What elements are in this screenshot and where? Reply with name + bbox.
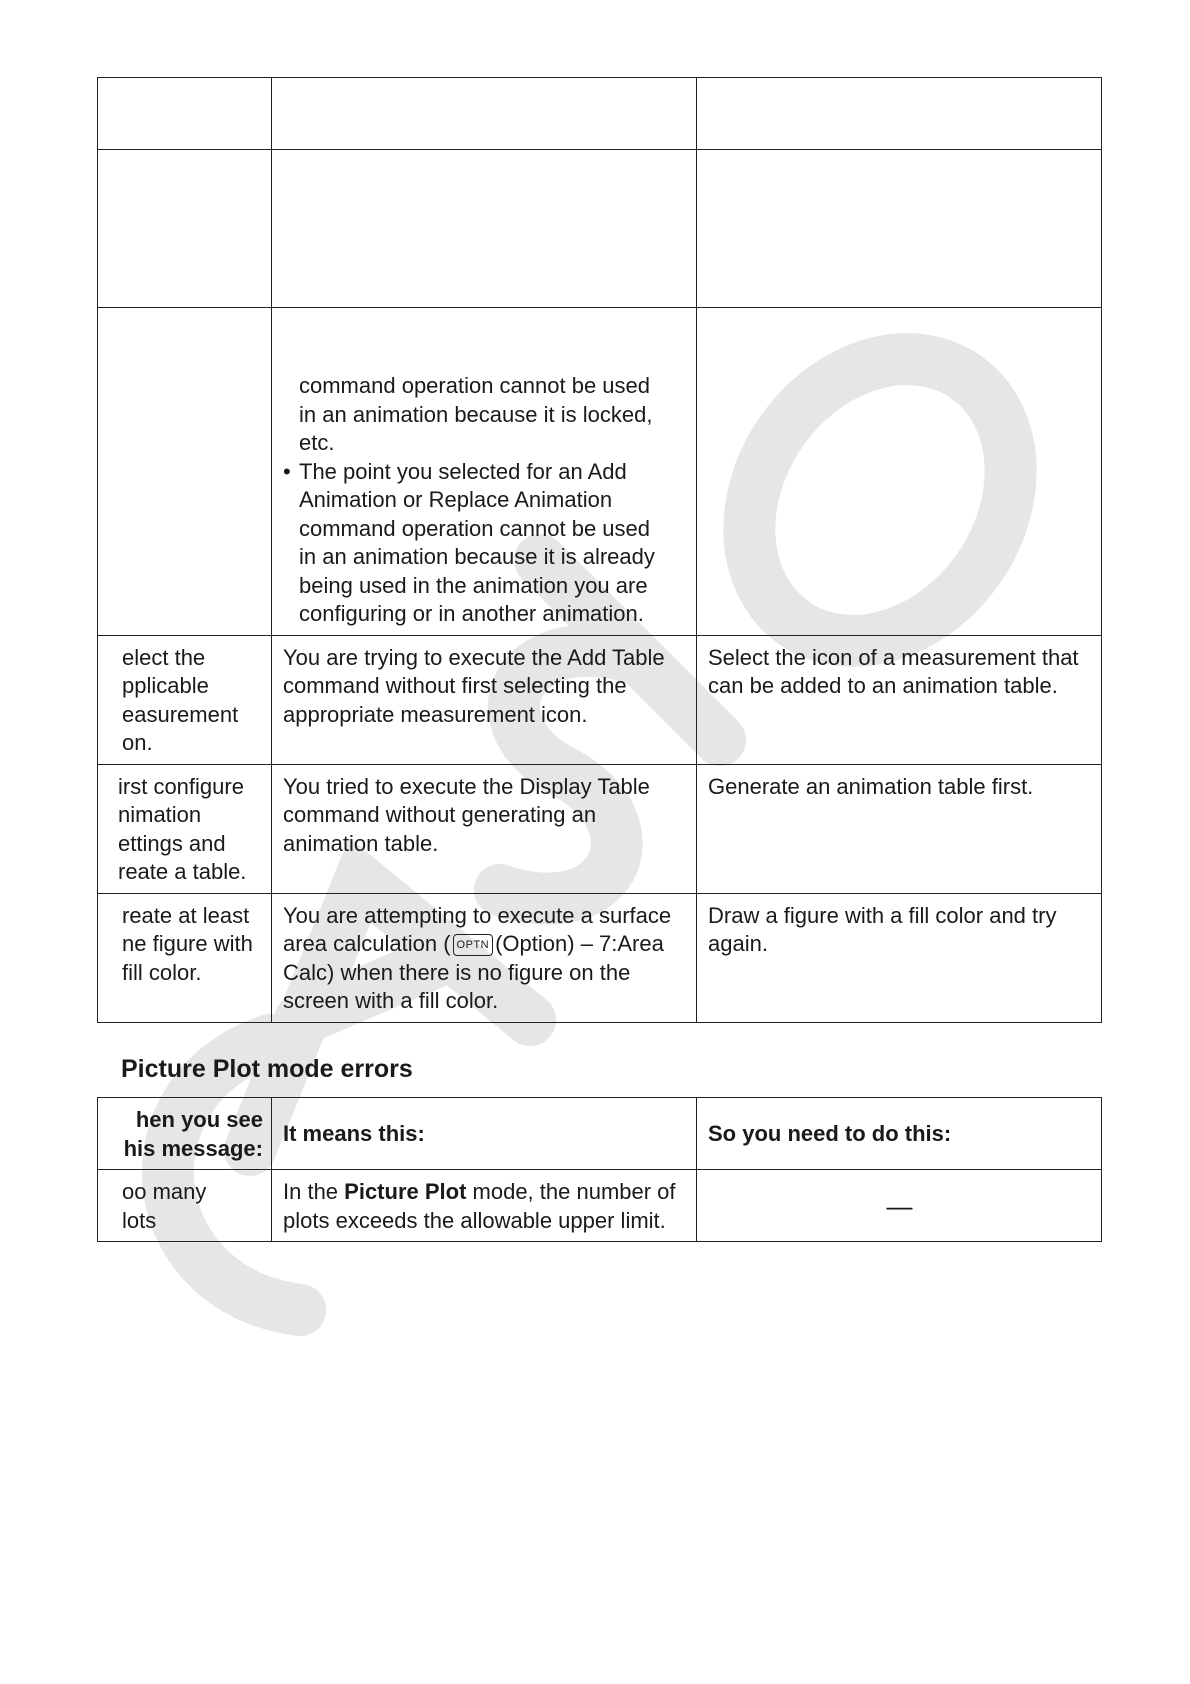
text-line: elect the [122,644,206,670]
list-item [283,372,686,458]
action-cell [697,150,1102,308]
text-line: command operation cannot be used [299,515,651,541]
table-row [98,893,1102,1022]
action-cell: Draw a figure with a fill color and try again. [697,893,1102,1022]
text-line: on. [122,730,153,755]
action-cell [697,78,1102,150]
text-line: configuring or in another animation. [299,601,644,626]
text-line: irst configure [118,773,244,799]
text-line: command operation cannot be used [299,373,651,398]
section-title: Picture Plot mode errors [121,1055,413,1083]
header-meaning: It means this: [272,1098,697,1170]
message-cell [98,764,272,893]
table-row [98,635,1102,764]
text-line: his message: [123,1135,263,1161]
text-line: hen you see [135,1107,263,1132]
meaning-cell [272,308,697,636]
meaning-cell [272,1170,697,1242]
table-row [98,1170,1102,1242]
meaning-bullets [283,372,686,629]
message-cell [98,1170,272,1242]
text-line: Animation or Replace Animation [299,487,613,512]
text-line: ettings and [118,830,226,856]
meaning-cell: You are trying to execute the Add Table command without first selecting the appropriate measurement icon. [272,635,697,764]
table-header-row [98,1098,1102,1170]
action-cell: Generate an animation table first. [697,764,1102,893]
table-row [98,150,1102,308]
text-fragment: In the [283,1179,345,1204]
mode-name: Picture Plot [344,1179,467,1204]
message-cell [98,150,272,308]
header-message [98,1098,272,1170]
meaning-cell [272,893,697,1022]
list-item [283,458,686,629]
meaning-cell: You tried to execute the Display Table command without generating an animation table. [272,764,697,893]
optn-key-icon: OPTN [453,934,494,956]
header-action: So you need to do this: [697,1098,1102,1170]
text-line: in an animation because it is already [299,544,655,569]
text-line: ne figure with [122,931,253,956]
text-fragment: (Option) – 7:Area Calc) when there is no figure on the screen with a fill color. [283,931,664,1013]
message-cell [98,635,272,764]
text-fragment: You are attempting to execute a surface area calculation ( [283,902,672,956]
table-row [98,764,1102,893]
picture-plot-errors-table [97,1097,1102,1242]
text-line: • The point you selected for an Add [299,458,627,484]
action-cell: — [697,1170,1102,1242]
table-row [98,78,1102,150]
text-line: pplicable [122,673,209,698]
message-cell [98,78,272,150]
text-line: easurement [122,701,239,727]
meaning-cell [272,78,697,150]
table-row [98,308,1102,636]
text-line: oo many [122,1179,207,1204]
animation-errors-table [97,77,1102,1023]
action-cell [697,308,1102,636]
text-line: being used in the animation you are [299,572,648,598]
text-line: nimation [118,802,202,827]
text-line: fill color. [122,959,202,985]
text-line: reate at least [122,902,250,928]
text-line: lots [122,1207,157,1233]
text-line: reate a table. [118,859,247,884]
text-line: in an animation because it is locked, [299,401,653,427]
text-fragment: mode, the number of plots exceeds the allowable upper limit. [283,1179,676,1233]
meaning-cell [272,150,697,308]
message-cell [98,308,272,636]
text-line: etc. [299,430,335,455]
action-cell: Select the icon of a measurement that can be added to an animation table. [697,635,1102,764]
message-cell [98,893,272,1022]
